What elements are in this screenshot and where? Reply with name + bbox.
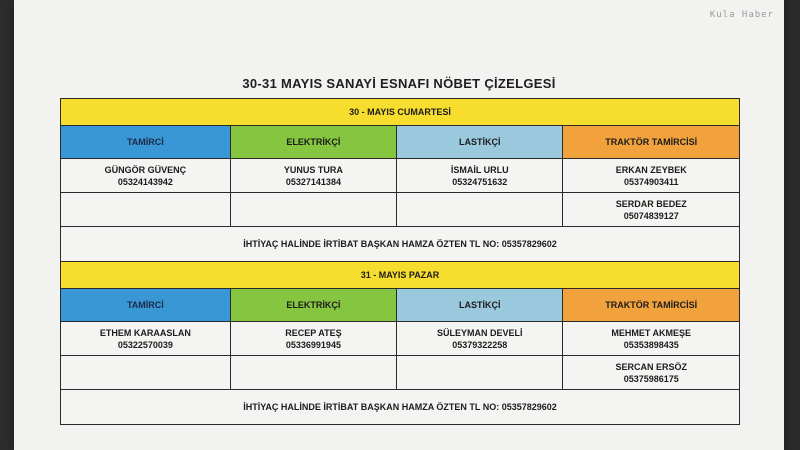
day-label: 30 - MAYIS CUMARTESİ bbox=[61, 99, 740, 126]
column-header-elektrikci: ELEKTRİKÇİ bbox=[230, 126, 396, 159]
person-name: YUNUS TURA bbox=[283, 164, 343, 175]
table-row bbox=[61, 322, 740, 356]
duty-cell bbox=[563, 356, 740, 390]
contact-note: İHTİYAÇ HALİNDE İRTİBAT BAŞKAN HAMZA ÖZTEN TL NO: 05357829602 bbox=[61, 390, 740, 425]
column-header-traktor-tamircisi: TRAKTÖR TAMİRCİSİ bbox=[563, 289, 740, 322]
phone-number: 05336991945 bbox=[285, 339, 341, 350]
phone-number: 05324143942 bbox=[117, 176, 173, 187]
phone-number: 05375986175 bbox=[623, 373, 679, 384]
duty-cell bbox=[61, 322, 231, 356]
watermark: Kula Haber bbox=[709, 10, 774, 20]
person-name: GÜNGÖR GÜVENÇ bbox=[104, 164, 187, 175]
column-header-lastikci: LASTİKÇİ bbox=[397, 126, 563, 159]
person-name: SERCAN ERSÖZ bbox=[615, 361, 687, 372]
duty-cell bbox=[61, 193, 231, 227]
person-name: RECEP ATEŞ bbox=[285, 327, 342, 338]
phone-number: 05322570039 bbox=[117, 339, 173, 350]
day-header-row bbox=[61, 262, 740, 289]
person-name: ETHEM KARAASLAN bbox=[99, 327, 191, 338]
phone-number: 05353898435 bbox=[623, 339, 679, 350]
contact-note-row bbox=[61, 390, 740, 425]
day-label: 31 - MAYIS PAZAR bbox=[61, 262, 740, 289]
phone-number: 05327141384 bbox=[285, 176, 341, 187]
column-header-tamirci: TAMİRCİ bbox=[61, 126, 231, 159]
phone-number: 05374903411 bbox=[623, 176, 679, 187]
duty-cell bbox=[397, 322, 563, 356]
column-header-traktor-tamircisi: TRAKTÖR TAMİRCİSİ bbox=[563, 126, 740, 159]
table-row bbox=[61, 193, 740, 227]
column-header-row bbox=[61, 289, 740, 322]
column-header-lastikci: LASTİKÇİ bbox=[397, 289, 563, 322]
duty-cell bbox=[61, 356, 231, 390]
phone-number: 05074839127 bbox=[623, 210, 679, 221]
table-row bbox=[61, 159, 740, 193]
duty-schedule-table bbox=[60, 98, 740, 425]
contact-note: İHTİYAÇ HALİNDE İRTİBAT BAŞKAN HAMZA ÖZTEN TL NO: 05357829602 bbox=[61, 227, 740, 262]
person-name: SERDAR BEDEZ bbox=[615, 198, 687, 209]
duty-cell bbox=[230, 193, 396, 227]
column-header-row bbox=[61, 126, 740, 159]
duty-cell bbox=[397, 356, 563, 390]
person-name: SÜLEYMAN DEVELİ bbox=[437, 327, 523, 338]
document-sheet bbox=[14, 0, 784, 450]
person-name: MEHMET AKMEŞE bbox=[611, 327, 692, 338]
person-name: ERKAN ZEYBEK bbox=[615, 164, 687, 175]
document-title: 30-31 MAYIS SANAYİ ESNAFI NÖBET ÇİZELGESİ bbox=[242, 76, 556, 91]
day-header-row bbox=[61, 99, 740, 126]
phone-number: 05324751632 bbox=[452, 176, 508, 187]
duty-cell bbox=[230, 356, 396, 390]
contact-note-row bbox=[61, 227, 740, 262]
duty-cell bbox=[230, 322, 396, 356]
duty-cell bbox=[563, 159, 740, 193]
duty-cell bbox=[563, 322, 740, 356]
duty-cell bbox=[230, 159, 396, 193]
column-header-tamirci: TAMİRCİ bbox=[61, 289, 231, 322]
table-row bbox=[61, 356, 740, 390]
phone-number: 05379322258 bbox=[452, 339, 508, 350]
person-name: İSMAİL URLU bbox=[450, 164, 509, 175]
duty-cell bbox=[61, 159, 231, 193]
duty-cell bbox=[397, 193, 563, 227]
column-header-elektrikci: ELEKTRİKÇİ bbox=[230, 289, 396, 322]
duty-cell bbox=[397, 159, 563, 193]
duty-cell bbox=[563, 193, 740, 227]
